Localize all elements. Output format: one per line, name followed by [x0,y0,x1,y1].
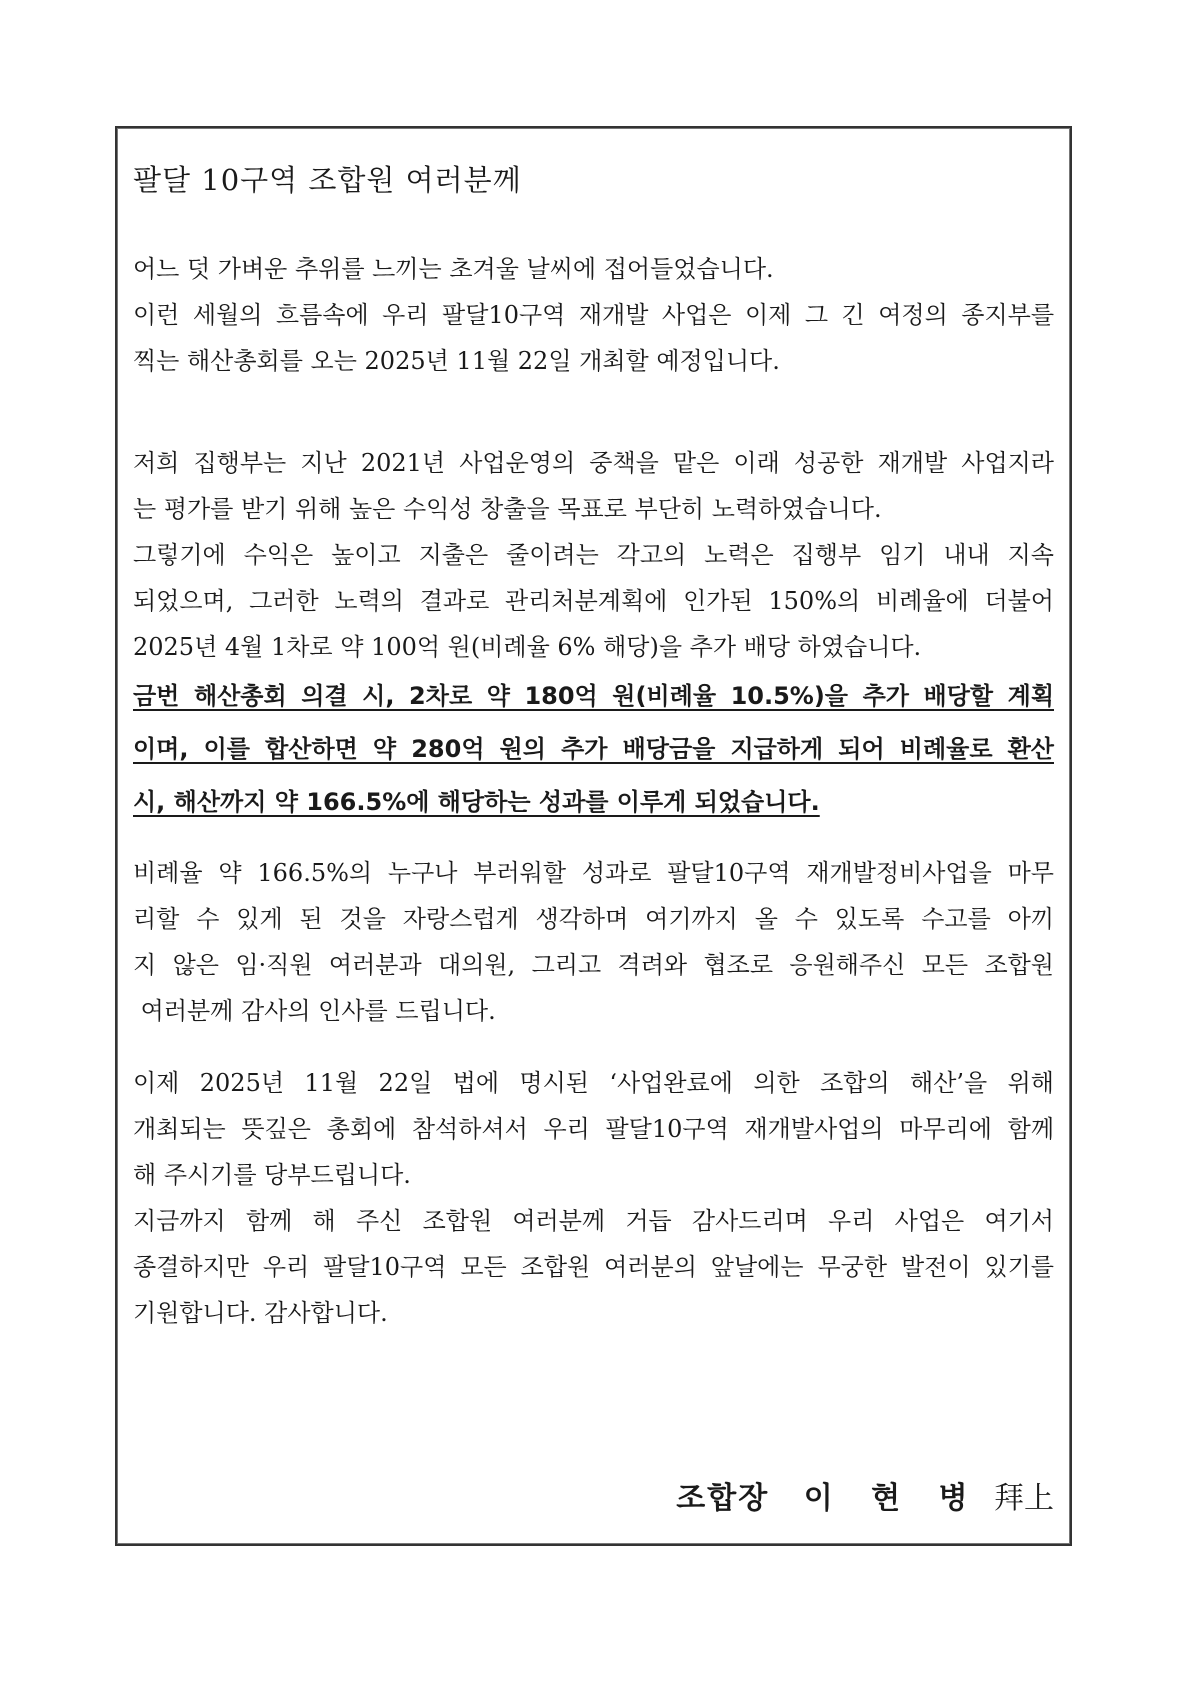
text-line: 2025년 4월 1차로 약 100억 원(비례율 6% 해당)을 추가 배당 하였습니다. [133,633,922,661]
text-line: 저희 집행부는 지난 2021년 사업운영의 중책을 맡은 이래 성공한 재개발 사업지라 [133,449,1054,477]
text-line: 리할 수 있게 된 것을 자랑스럽게 생각하며 여기까지 올 수 있도록 수고를 아끼 [133,905,1054,933]
highlight-line [133,776,1054,829]
signature-suffix: 拜上 [994,1481,1054,1516]
text-line: 찍는 해산총회를 오는 2025년 11월 22일 개최할 예정입니다. [133,347,780,375]
paragraph-gratitude [133,850,1054,1034]
highlight-line [133,670,1054,723]
text-line: 이런 세월의 흐름속에 우리 팔달10구역 재개발 사업은 이제 그 긴 여정의 종지부를 [133,301,1054,329]
text-line: 되었으며, 그러한 노력의 결과로 관리처분계획에 인가된 150%의 비례율에 더불어 [133,587,1054,615]
text-line: 그렇기에 수익은 높이고 지출은 줄이려는 각고의 노력은 집행부 임기 내내 지속 [133,541,1054,569]
text-line: 는 평가를 받기 위해 높은 수익성 창출을 목표로 부단히 노력하였습니다. [133,495,882,523]
highlight-line [133,723,1054,776]
text-line: 이제 2025년 11월 22일 법에 명시된 ‘사업완료에 의한 조합의 해산’을 위해 [133,1069,1054,1097]
highlight-text: 시, 해산까지 약 166.5%에 해당하는 성과를 이루게 되었습니다. [133,788,820,816]
paragraph-closing [133,1060,1054,1336]
paragraph-achievements [133,440,1054,670]
signature [676,1473,1054,1517]
text-line: 어느 덧 가벼운 추위를 느끼는 초겨울 날씨에 접어들었습니다. [133,255,774,283]
text-line: 지금까지 함께 해 주신 조합원 여러분께 거듭 감사드리며 우리 사업은 여기서 [133,1207,1054,1235]
text-line: 여러분께 감사의 인사를 드립니다. [133,997,496,1025]
text-line: 개최되는 뜻깊은 총회에 참석하셔서 우리 팔달10구역 재개발사업의 마무리에 함께 [133,1115,1054,1143]
letter-frame [115,126,1072,1546]
paragraph-dividend-highlight [133,670,1054,829]
text-line: 기원합니다. 감사합니다. [133,1299,388,1327]
text-line: 해 주시기를 당부드립니다. [133,1161,411,1189]
signature-title: 조합장 [676,1481,770,1516]
text-line: 지 않은 임·직원 여러분과 대의원, 그리고 격려와 협조로 응원해주신 모든 조합원 [133,951,1054,979]
highlight-text: 금번 해산총회 의결 시, 2차로 약 180억 원(비례율 10.5%)을 추가 배당할 계획 [133,682,1054,710]
highlight-text: 이며, 이를 합산하면 약 280억 원의 추가 배당금을 지급하게 되어 비례율로 환산 [133,735,1054,763]
paragraph-intro [133,246,1054,384]
letter-greeting: 팔달 10구역 조합원 여러분께 [133,163,522,197]
text-line: 종결하지만 우리 팔달10구역 모든 조합원 여러분의 앞날에는 무궁한 발전이 있기를 [133,1253,1054,1281]
text-line: 비례율 약 166.5%의 누구나 부러워할 성과로 팔달10구역 재개발정비사업을 마무 [133,859,1054,887]
signature-name: 이 현 병 [803,1481,982,1516]
